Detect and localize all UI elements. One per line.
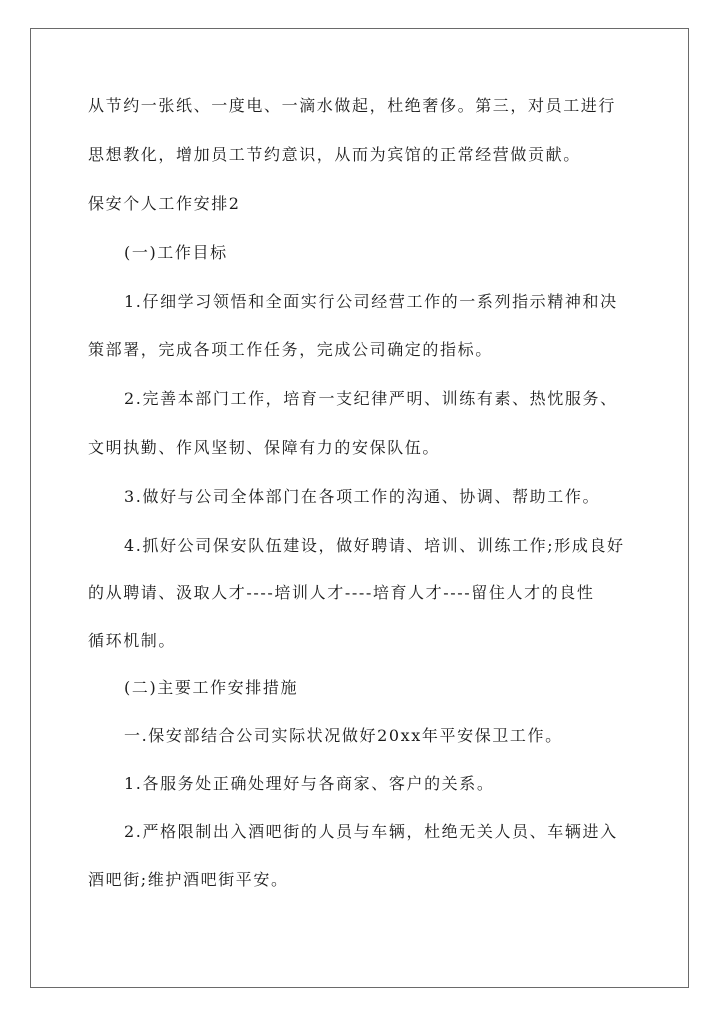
paragraph-line: 从节约一张纸、一度电、一滴水做起，杜绝奢侈。第三，对员工进行 bbox=[88, 96, 617, 115]
page-border bbox=[30, 28, 689, 988]
section-heading: 保安个人工作安排2 bbox=[88, 194, 241, 213]
paragraph-line: 1.各服务处正确处理好与各商家、客户的关系。 bbox=[124, 774, 495, 793]
paragraph-line: 思想教化，增加员工节约意识，从而为宾馆的正常经营做贡献。 bbox=[88, 145, 581, 164]
paragraph-line: 1.仔细学习领悟和全面实行公司经营工作的一系列指示精神和决 bbox=[124, 292, 618, 311]
subsection-heading: (二)主要工作安排措施 bbox=[124, 678, 299, 697]
paragraph-line: 2.严格限制出入酒吧街的人员与车辆，杜绝无关人员、车辆进入 bbox=[124, 822, 618, 841]
paragraph-line: 的从聘请、汲取人才----培训人才----培育人才----留住人才的良性 bbox=[88, 583, 595, 602]
paragraph-line: 策部署，完成各项工作任务，完成公司确定的指标。 bbox=[88, 340, 493, 359]
paragraph-line: 3.做好与公司全体部门在各项工作的沟通、协调、帮助工作。 bbox=[124, 487, 601, 506]
paragraph-line: 循环机制。 bbox=[88, 631, 177, 650]
paragraph-line: 文明执勤、作风坚韧、保障有力的安保队伍。 bbox=[88, 438, 441, 457]
paragraph-line: 一.保安部结合公司实际状况做好20xx年平安保卫工作。 bbox=[124, 726, 563, 745]
paragraph-line: 酒吧街;维护酒吧街平安。 bbox=[88, 870, 289, 889]
paragraph-line: 4.抓好公司保安队伍建设，做好聘请、培训、训练工作;形成良好 bbox=[124, 536, 625, 555]
subsection-heading: (一)工作目标 bbox=[124, 243, 228, 262]
paragraph-line: 2.完善本部门工作，培育一支纪律严明、训练有素、热忱服务、 bbox=[124, 389, 618, 408]
